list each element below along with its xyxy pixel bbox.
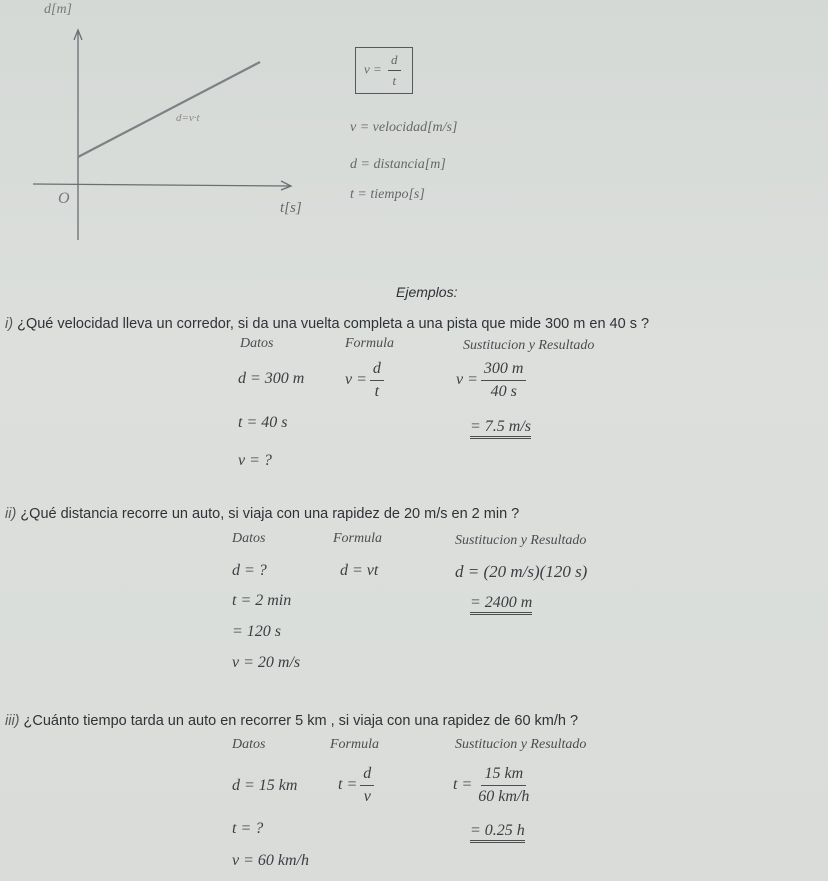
- distance-time-graph: [0, 0, 320, 245]
- header-datos: Datos: [232, 737, 266, 752]
- math-text: v =: [350, 120, 370, 135]
- dato: d = 15 km: [232, 777, 298, 794]
- math-text: = 2400 m: [470, 594, 532, 615]
- dato: d = 300 m: [238, 370, 305, 387]
- math-text: d: [370, 360, 384, 381]
- math-text: d =: [350, 157, 370, 172]
- math-text: 15 km: [481, 765, 526, 786]
- substitution: d = (20 m/s)(120 s): [455, 562, 588, 581]
- math-text: 60 km/h: [478, 788, 530, 805]
- definition-time: [350, 187, 425, 203]
- result: [470, 594, 532, 612]
- math-text: t =: [338, 776, 358, 794]
- fraction: [370, 360, 384, 401]
- math-text: v =: [456, 371, 478, 389]
- substitution: [453, 765, 535, 806]
- math-text: t =: [453, 776, 473, 794]
- math-text: distancia: [373, 157, 425, 172]
- formula: [345, 360, 387, 401]
- line-label: d=v·t: [176, 112, 200, 124]
- definition-velocity: [350, 120, 457, 136]
- math-text: ii): [5, 506, 17, 522]
- math-text: i): [5, 316, 14, 332]
- dato: t = ?: [232, 820, 264, 837]
- math-text: ¿Qué velocidad lleva un corredor, si da una vuelta completa a una pista que mide 300 m en 40 s ?: [17, 316, 650, 332]
- header-formula: Formula: [345, 336, 394, 351]
- header-sustitucion: Sustitucion y Resultado: [455, 737, 587, 752]
- dato: v = 60 km/h: [232, 852, 309, 869]
- formula-lhs: v =: [364, 61, 382, 77]
- x-axis: [33, 184, 290, 186]
- math-text: t =: [350, 187, 367, 202]
- fraction: [360, 765, 374, 806]
- formula: d = vt: [340, 562, 379, 579]
- fraction: [475, 765, 532, 806]
- substitution: [456, 360, 529, 401]
- math-text: tiempo: [370, 187, 409, 202]
- distance-line: [78, 62, 260, 157]
- math-text: ¿Cuánto tiempo tarda un auto en recorrer 5 km , si viaja con una rapidez de 60 km/h ?: [23, 713, 579, 729]
- example-2-question: [5, 506, 519, 522]
- math-text: [s]: [408, 187, 425, 202]
- header-sustitucion: Sustitucion y Resultado: [455, 533, 587, 548]
- result: [470, 822, 525, 840]
- dato: v = 20 m/s: [232, 654, 301, 671]
- formula: [338, 765, 377, 806]
- math-text: [m/s]: [427, 120, 458, 135]
- math-text: = 0.25 h: [470, 822, 525, 843]
- math-text: 40 s: [490, 383, 517, 400]
- fraction: [481, 360, 527, 401]
- math-text: t: [374, 383, 380, 400]
- math-text: iii): [5, 713, 20, 729]
- dato: t = 40 s: [238, 414, 288, 431]
- definition-distance: [350, 157, 446, 173]
- dato: = 120 s: [232, 623, 282, 640]
- formula-denominator: t: [392, 73, 397, 88]
- dato: v = ?: [238, 452, 272, 469]
- math-text: ¿Qué distancia recorre un auto, si viaja con una rapidez de 20 m/s en 2 min ?: [20, 506, 520, 522]
- math-text: = 7.5 m/s: [470, 418, 531, 439]
- dato: t = 2 min: [232, 592, 292, 609]
- result: [470, 418, 531, 436]
- header-formula: Formula: [330, 737, 379, 752]
- math-text: [m]: [424, 157, 446, 172]
- fraction: [388, 52, 401, 89]
- examples-title: Ejemplos:: [396, 284, 458, 300]
- math-text: 300 m: [481, 360, 527, 381]
- example-3-question: [5, 713, 578, 729]
- header-datos: Datos: [232, 531, 266, 546]
- example-1-question: [5, 316, 649, 332]
- header-datos: Datos: [240, 336, 274, 351]
- dato: d = ?: [232, 562, 267, 579]
- origin-label: O: [58, 190, 70, 207]
- formula-numerator: d: [388, 52, 401, 71]
- x-axis-label: t[s]: [280, 200, 302, 216]
- header-formula: Formula: [333, 531, 382, 546]
- y-axis-label: d[m]: [44, 2, 73, 17]
- math-text: velocidad: [372, 120, 428, 135]
- header-sustitucion: Sustitucion y Resultado: [463, 338, 595, 353]
- math-text: d: [360, 765, 374, 786]
- math-text: v =: [345, 371, 367, 389]
- math-text: v: [363, 788, 371, 805]
- velocity-formula-box: [355, 47, 413, 94]
